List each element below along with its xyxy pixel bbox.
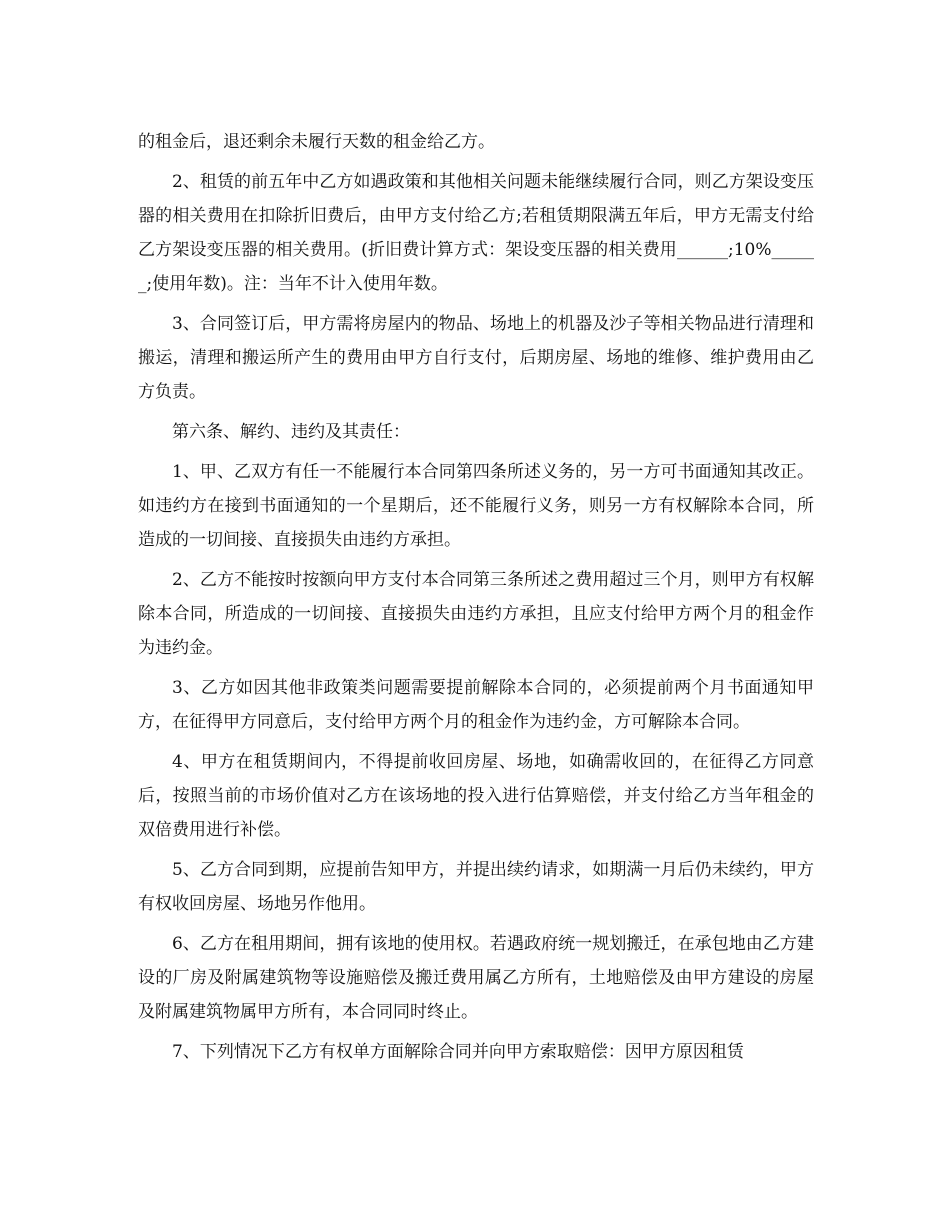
paragraph-clause-6-5: 5、乙方合同到期，应提前告知甲方，并提出续约请求，如期满一月后仍未续约，甲方有权收回房屋、场地另作他用。 bbox=[138, 860, 814, 914]
paragraph-clause-6-1: 1、甲、乙双方有任一不能履行本合同第四条所述义务的，另一方可书面通知其改正。如违约方在接到书面通知的一个星期后，还不能履行义务，则另一方有权解除本合同，所造成的一切间接、直接损失由违约方承担。 bbox=[138, 462, 814, 550]
paragraph-clause-6-4: 4、甲方在租赁期间内，不得提前收回房屋、场地，如确需收回的，在征得乙方同意后，按照当前的市场价值对乙方在该场地的投入进行估算赔偿，并支付给乙方当年租金的双倍费用进行补偿。 bbox=[138, 752, 814, 840]
paragraph-continuation: 的租金后，退还剩余未履行天数的租金给乙方。 bbox=[138, 132, 495, 152]
paragraph-clause-5-2: 2、租赁的前五年中乙方如遇政策和其他相关问题未能继续履行合同，则乙方架设变压器的相关费用在扣除折旧费后，由甲方支付给乙方;若租赁期限满五年后，甲方无需支付给乙方架设变压器的相关费用。(折旧费计算方式：架设变压器的相关费用______;10%______;使用年数)。注：当年不计入使用年数。 bbox=[138, 172, 814, 294]
paragraph-clause-6-7: 7、下列情况下乙方有权单方面解除合同并向甲方索取赔偿：因甲方原因租赁 bbox=[172, 1042, 744, 1062]
paragraph-clause-6-6: 6、乙方在租用期间，拥有该地的使用权。若遇政府统一规划搬迁，在承包地由乙方建设的厂房及附属建筑物等设施赔偿及搬迁费用属乙方所有，土地赔偿及由甲方建设的房屋及附属建筑物属甲方所有，本合同同时终止。 bbox=[138, 934, 814, 1022]
document-body bbox=[138, 125, 814, 1069]
paragraph-clause-5-3: 3、合同签订后，甲方需将房屋内的物品、场地上的机器及沙子等相关物品进行清理和搬运，清理和搬运所产生的费用由甲方自行支付，后期房屋、场地的维修、维护费用由乙方负责。 bbox=[138, 314, 814, 402]
paragraph-clause-6-3: 3、乙方如因其他非政策类问题需要提前解除本合同的，必须提前两个月书面通知甲方，在征得甲方同意后，支付给甲方两个月的租金作为违约金，方可解除本合同。 bbox=[138, 678, 814, 732]
paragraph-clause-6-2: 2、乙方不能按时按额向甲方支付本合同第三条所述之费用超过三个月，则甲方有权解除本合同，所造成的一切间接、直接损失由违约方承担，且应支付给甲方两个月的租金作为违约金。 bbox=[138, 570, 814, 658]
section-heading-article-6: 第六条、解约、违约及其责任： bbox=[172, 422, 410, 442]
